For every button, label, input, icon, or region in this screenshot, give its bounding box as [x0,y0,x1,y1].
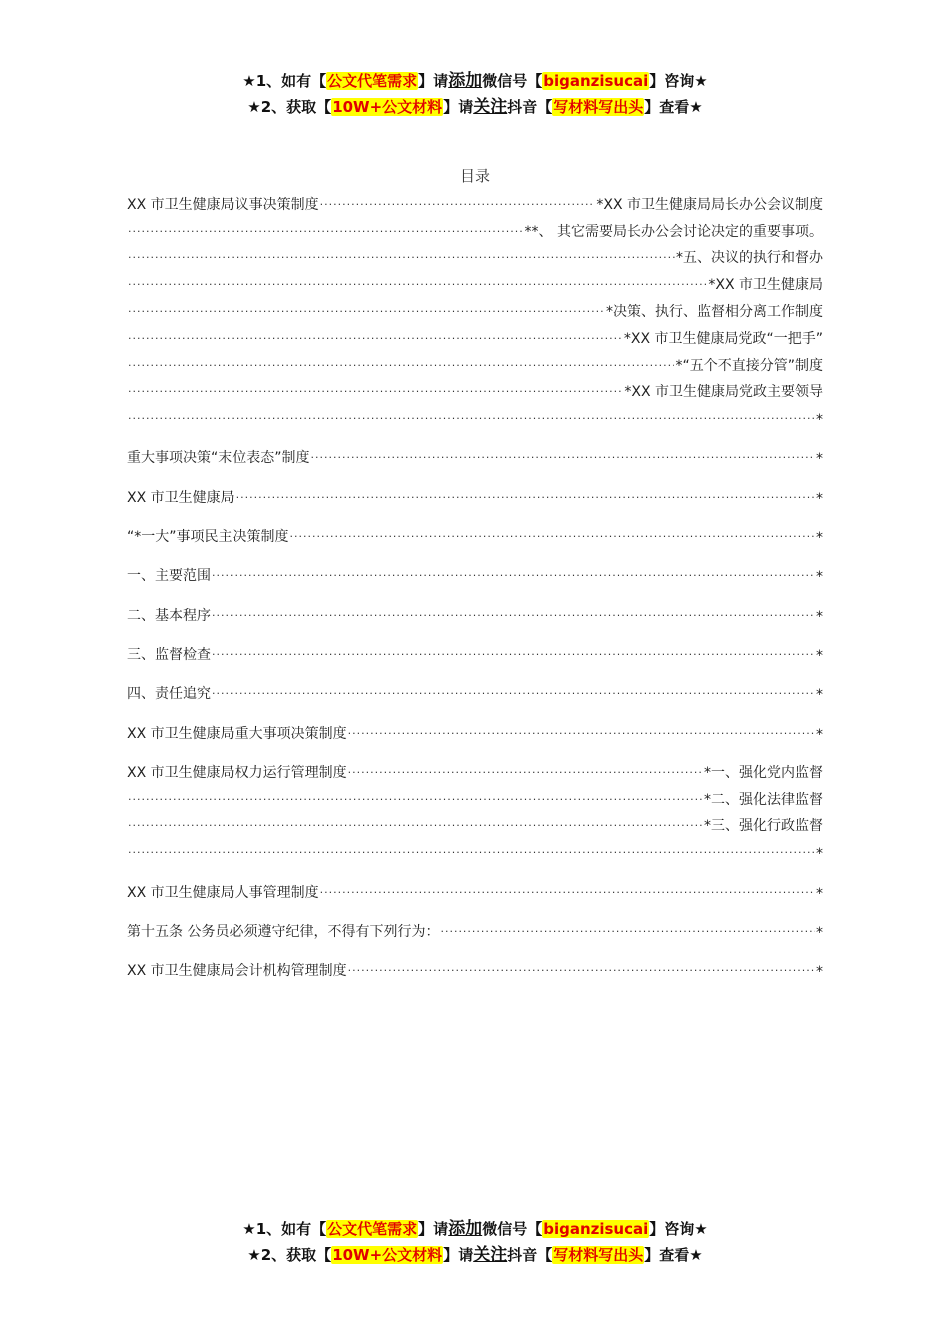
toc-entry-left: “*一大”事项民主决策制度 [127,529,289,546]
toc-leader-dots [128,274,707,290]
toc-entry-left: 重大事项决策“末位表态”制度 [127,450,310,467]
toc-entry-right: *XX 市卫生健康局 [708,277,823,294]
toc-row[interactable] [127,401,823,428]
toc-entry-left: XX 市卫生健康局 [127,489,235,506]
banner-text: 微信号【 [482,72,543,90]
footer-banner [0,1216,950,1268]
toc-leader-dots [128,247,675,263]
toc-leader-dots [128,408,815,424]
toc-entry-left: 第十五条 公务员必须遵守纪律，不得有下列行为： [127,923,440,940]
banner-text: 】请 [418,1220,449,1238]
toc-row[interactable] [127,755,823,782]
banner-emphasis: 关注 [473,97,508,117]
toc-entry-right: * [816,608,823,625]
toc-leader-dots [320,194,596,210]
banner-text: ★1、如有【 [242,72,327,90]
banner-text: 】请 [418,72,449,90]
toc-leader-dots [290,526,815,542]
toc-leader-dots [440,921,815,937]
toc-leader-dots [236,487,815,503]
banner-text: 】咨询★ [649,1220,708,1238]
toc-row[interactable] [127,348,823,375]
banner-emphasis: 添加 [448,71,483,91]
toc-entry-left: 一、主要范围 [127,568,211,585]
banner-text: 抖音【 [507,1246,553,1264]
toc-leader-dots [348,723,815,739]
banner-emphasis: 关注 [473,1245,508,1265]
toc-row[interactable] [127,676,823,703]
toc-entry-right: * [816,924,823,941]
toc-entry-right: *一、强化党内监督 [704,764,823,781]
highlight-wechat-id: biganzisucai [543,1220,649,1238]
toc-entry-right: * [816,451,823,468]
toc-leader-dots [128,842,815,858]
toc-leader-dots [320,882,815,898]
toc-title: 目录 [459,167,490,185]
toc-entry-left: XX 市卫生健康局重大事项决策制度 [127,725,347,742]
toc-entry-right: * [816,687,823,704]
toc-leader-dots [311,447,815,463]
toc-row[interactable] [127,519,823,546]
toc-row[interactable] [127,375,823,402]
toc-row[interactable] [127,809,823,836]
toc-entry-right: *二、强化法律监督 [704,791,823,808]
toc-leader-dots [128,789,703,805]
toc-leader-dots [128,301,605,317]
banner-line-1 [0,1216,950,1242]
banner-text: ★2、获取【 [247,1246,332,1264]
toc-entry-left: 二、基本程序 [127,607,211,624]
toc-entry-left: XX 市卫生健康局人事管理制度 [127,884,319,901]
toc-row[interactable] [127,214,823,241]
toc-entry-right: * [816,647,823,664]
toc-leader-dots [212,644,815,660]
toc-entry-right: * [816,846,823,863]
toc-entry-right: *五、决议的执行和督办 [676,250,823,267]
toc-row[interactable] [127,441,823,468]
toc-leader-dots [128,328,623,344]
toc-leader-dots [128,815,703,831]
banner-text: 】查看★ [644,1246,703,1264]
toc-leader-dots [212,605,815,621]
toc-leader-dots [212,565,815,581]
highlight-materials: 10W+公文材料 [332,98,443,116]
toc-entry-left: XX 市卫生健康局议事决策制度 [127,196,319,213]
toc-entry-right: *XX 市卫生健康局党政主要领导 [624,384,823,401]
highlight-wechat-id: biganzisucai [543,72,649,90]
toc-row[interactable] [127,914,823,941]
toc-row[interactable] [127,953,823,980]
toc-entry-left: 四、责任追究 [127,686,211,703]
banner-text: 】咨询★ [649,72,708,90]
header-banner [0,68,950,120]
toc-entry-right: **、 其它需要局长办公会讨论决定的重要事项。 [524,223,823,240]
toc-entry-right: *三、强化行政监督 [704,818,823,835]
toc-leader-dots [128,221,524,237]
banner-line-2 [0,94,950,120]
toc-leader-dots [348,762,703,778]
toc-leader-dots [212,683,815,699]
banner-text: 】查看★ [644,98,703,116]
toc-entry-right: * [816,726,823,743]
toc-row[interactable] [127,716,823,743]
toc-row[interactable] [127,637,823,664]
toc-entry-right: * [816,530,823,547]
toc-leader-dots [128,381,623,397]
toc-row[interactable] [127,480,823,507]
toc-row[interactable] [127,267,823,294]
banner-emphasis: 添加 [448,1219,483,1239]
toc-row[interactable] [127,835,823,862]
toc-entry-right: *XX 市卫生健康局局长办公会议制度 [596,196,823,213]
banner-line-1 [0,68,950,94]
toc-row[interactable] [127,598,823,625]
toc-entry-right: * [816,490,823,507]
toc-entry-right: *XX 市卫生健康局党政“一把手” [623,330,823,347]
toc-entry-right: * [816,412,823,429]
toc-row[interactable] [127,782,823,809]
toc-row[interactable] [127,241,823,268]
toc-entry-right: * [816,885,823,902]
banner-text: 抖音【 [507,98,553,116]
banner-line-2 [0,1242,950,1268]
toc-entry-right: * [816,569,823,586]
toc-entry-right: * [816,964,823,981]
highlight-service: 公文代笔需求 [327,72,418,90]
toc-entry-right: *决策、执行、监督相分离工作制度 [606,303,823,320]
banner-text: 】请 [443,1246,474,1264]
toc-row[interactable] [127,559,823,586]
toc-entry-left: XX 市卫生健康局会计机构管理制度 [127,963,347,980]
highlight-service: 公文代笔需求 [327,1220,418,1238]
toc-entry-left: XX 市卫生健康局权力运行管理制度 [127,764,347,781]
toc-row[interactable] [127,187,823,214]
toc-row[interactable] [127,321,823,348]
banner-text: ★2、获取【 [247,98,332,116]
highlight-douyin: 写材料写出头 [553,1246,644,1264]
toc-leader-dots [128,355,674,371]
banner-text: ★1、如有【 [242,1220,327,1238]
toc-entry-left: 三、监督检查 [127,646,211,663]
banner-text: 】请 [443,98,474,116]
toc-row[interactable] [127,294,823,321]
toc-row[interactable] [127,875,823,902]
highlight-douyin: 写材料写出头 [553,98,644,116]
toc-entry-right: *“五个不直接分管”制度 [675,357,823,374]
highlight-materials: 10W+公文材料 [332,1246,443,1264]
banner-text: 微信号【 [482,1220,543,1238]
toc-leader-dots [348,960,815,976]
table-of-contents [127,187,823,980]
